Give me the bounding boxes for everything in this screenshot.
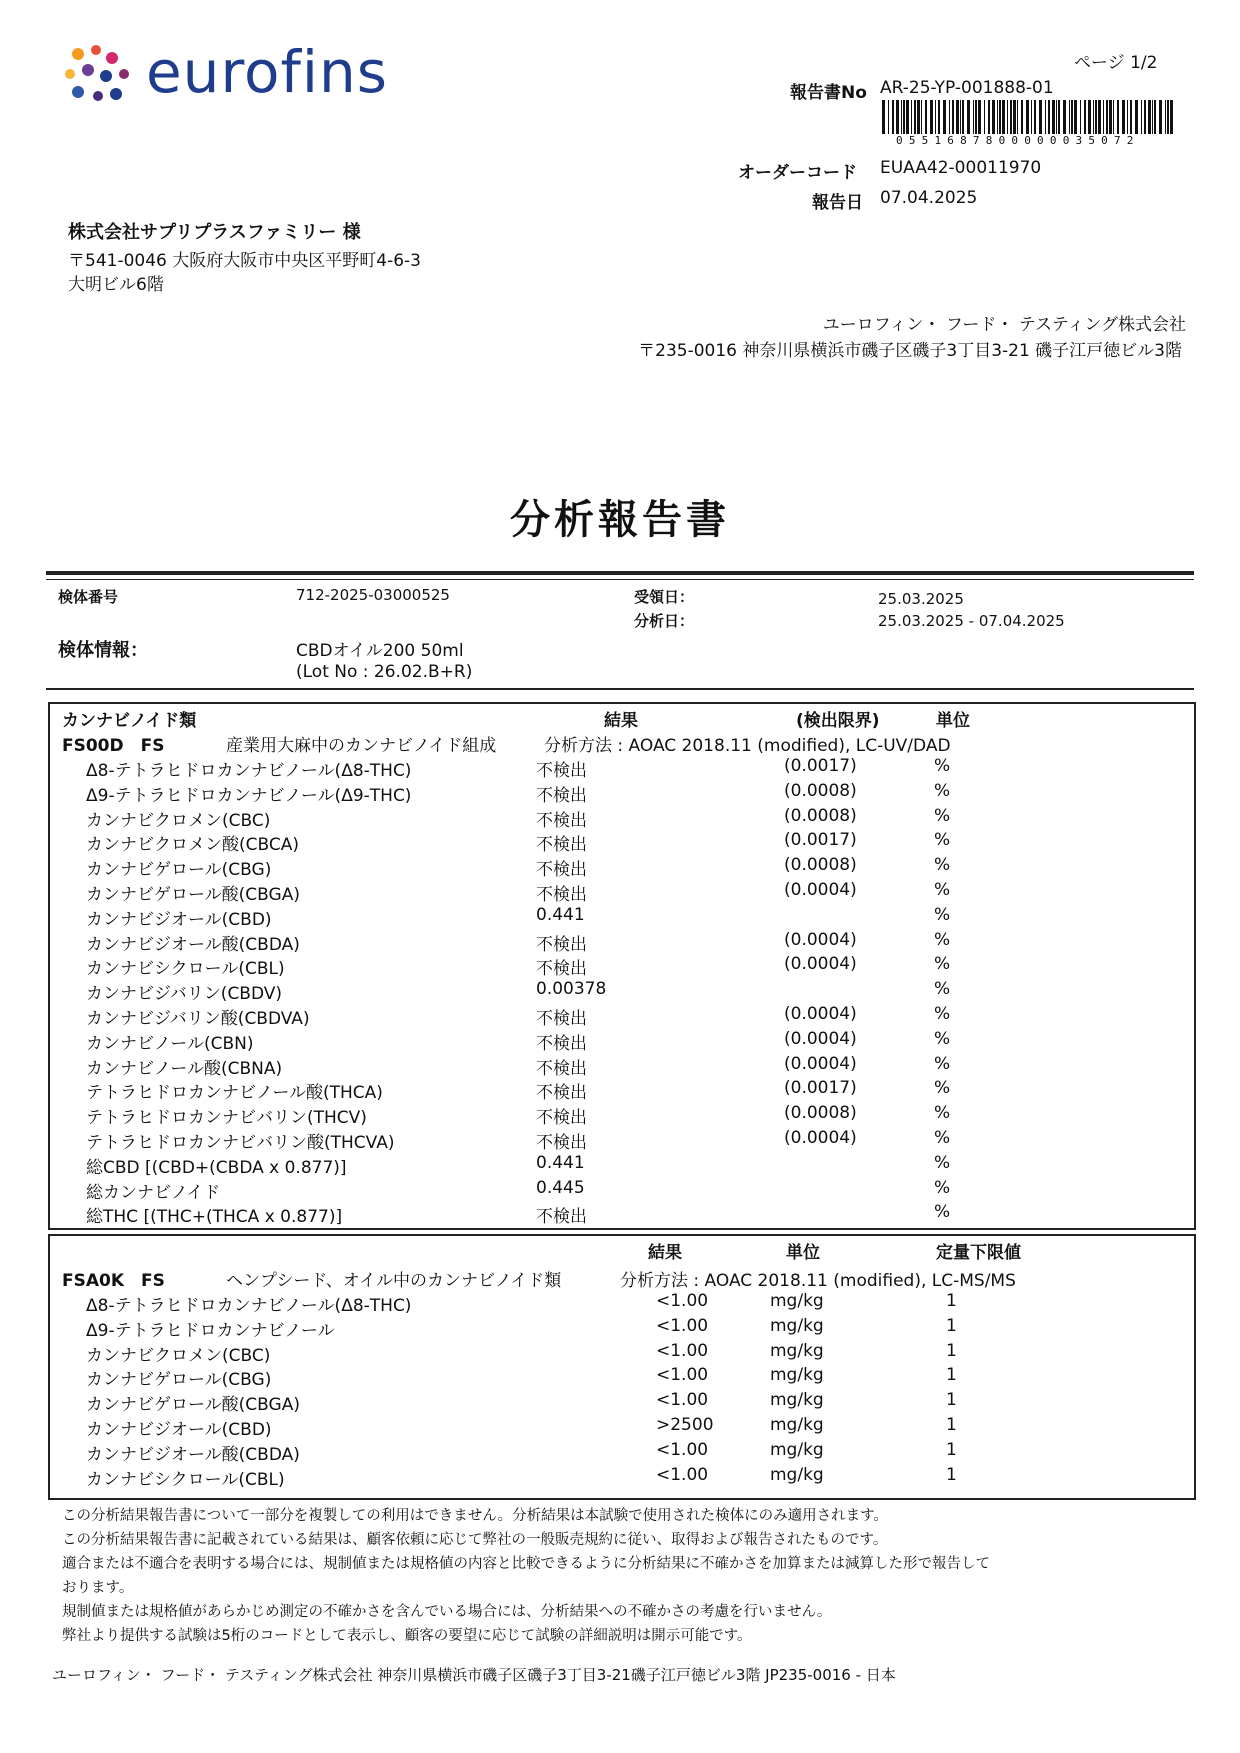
page-title: 分析報告書 (510, 497, 730, 543)
analyte-unit: % (934, 1028, 951, 1049)
analyte-unit: mg/kg (770, 1415, 824, 1435)
analyte-name: 総カンナビノイド (86, 1182, 221, 1203)
analyte-limit: (0.0004) (784, 1028, 857, 1049)
analyte-loq: 1 (946, 1365, 957, 1386)
barcode-bar (1048, 100, 1050, 134)
analyte-unit: % (934, 1202, 951, 1223)
barcode-bar (906, 100, 909, 134)
barcode-bar (1002, 100, 1005, 134)
analyte-name: Δ9-テトラヒドロカンナビノール (86, 1320, 335, 1341)
notes (62, 1504, 990, 1648)
report-date: 07.04.2025 (880, 188, 978, 208)
received-label: 受領日： (634, 588, 695, 606)
barcode-bar (975, 100, 977, 134)
table-row (50, 1465, 1194, 1490)
table-row (50, 855, 1194, 880)
barcode-bar (1152, 100, 1153, 134)
table1-header-limit: (検出限界) (796, 711, 880, 731)
analyte-name: カンナビゲロール(CBG) (86, 1370, 272, 1391)
analyte-unit: mg/kg (770, 1365, 824, 1386)
analyte-result: 不検出 (536, 1207, 587, 1228)
analyte-name: 総CBD [(CBD+(CBDA x 0.877)] (86, 1157, 347, 1178)
note-line: 弊社より提供する試験は5桁のコードとして表示し、顧客の要望に応じて試験の詳細説明は開示可能です。 (62, 1628, 752, 1644)
barcode-digits: 0551687800000035072 (896, 134, 1140, 147)
table-row (50, 1202, 1194, 1227)
barcode (882, 100, 1174, 134)
sample-info-1: CBDオイル200 50ml (296, 641, 464, 661)
table2-group: ヘンプシード、オイル中のカンナビノイド類 (226, 1271, 562, 1291)
barcode-bar (943, 100, 946, 134)
barcode-bar (973, 100, 974, 134)
barcode-bar (921, 100, 922, 134)
analysis-date: 25.03.2025 - 07.04.2025 (878, 612, 1065, 630)
report-date-label: 報告日 (812, 193, 863, 213)
barcode-bar (952, 100, 954, 134)
table2-header-unit: 単位 (786, 1243, 820, 1263)
barcode-bar (1093, 100, 1094, 134)
table-row (50, 756, 1194, 781)
analyte-unit: % (934, 780, 951, 801)
table1-header-result: 結果 (604, 711, 638, 731)
analyte-result: 0.441 (536, 904, 585, 925)
barcode-bar (1165, 100, 1166, 134)
analyte-name: テトラヒドロカンナビノール酸(THCA) (86, 1083, 383, 1104)
barcode-bar (992, 100, 995, 134)
analyte-unit: mg/kg (770, 1340, 824, 1361)
analyte-limit: (0.0017) (784, 756, 857, 776)
table1-header (50, 706, 1194, 731)
analyte-limit: (0.0008) (784, 855, 857, 876)
table-row (50, 1178, 1194, 1203)
barcode-bar (1170, 100, 1173, 134)
barcode-bar (917, 100, 920, 134)
analyte-name: テトラヒドロカンナビバリン(THCV) (86, 1108, 367, 1129)
analyte-unit: % (934, 904, 951, 925)
barcode-bar (962, 100, 964, 134)
table2-header-loq: 定量下限値 (936, 1243, 1021, 1263)
barcode-bar (1127, 100, 1128, 134)
analyte-result: <1.00 (656, 1291, 709, 1311)
analyte-loq: 1 (946, 1340, 957, 1361)
barcode-bar (1144, 100, 1146, 134)
issuer-name: ユーロフィン・ フード・ テスティング株式会社 (822, 315, 1186, 335)
barcode-bar (888, 100, 889, 134)
analyte-name: Δ8-テトラヒドロカンナビノール(Δ8-THC) (86, 1296, 412, 1316)
barcode-bar (999, 100, 1001, 134)
table2-header (50, 1238, 1194, 1263)
note-line: 規制値または規格値があらかじめ測定の不確かさを含んでいる場合には、分析結果への不確かさの考慮を行いません。 (62, 1604, 832, 1620)
analyte-limit: (0.0004) (784, 880, 857, 900)
barcode-bar (1106, 100, 1108, 134)
analyte-limit: (0.0008) (784, 805, 857, 826)
analyte-unit: % (934, 855, 951, 876)
analyte-unit: % (934, 1053, 951, 1074)
note-line: この分析結果報告書について一部分を複製しての利用はできません。分析結果は本試験で使用された検体にのみ適用されます。 (62, 1508, 888, 1524)
table-row (50, 1103, 1194, 1128)
analyte-name: カンナビジオール酸(CBDA) (86, 1444, 300, 1465)
barcode-bar (1017, 100, 1018, 134)
eurofins-dots-icon (62, 44, 142, 114)
barcode-bar (1045, 100, 1046, 134)
analyte-result: 0.445 (536, 1177, 585, 1198)
barcode-bar (1052, 100, 1055, 134)
barcode-bar (1026, 100, 1029, 134)
analyte-result: 不検出 (536, 810, 587, 831)
analyte-name: Δ8-テトラヒドロカンナビノール(Δ8-THC) (86, 761, 412, 781)
barcode-bar (1034, 100, 1036, 134)
barcode-bar (903, 100, 905, 134)
analyte-name: カンナビクロメン酸(CBCA) (86, 835, 299, 856)
analyte-name: カンナビノール(CBN) (86, 1033, 254, 1054)
analyte-unit: % (934, 880, 951, 900)
analyte-result: 不検出 (536, 1058, 587, 1079)
analyte-result: 不検出 (536, 959, 587, 980)
analyte-result: <1.00 (656, 1464, 709, 1485)
top-rule (46, 571, 1194, 575)
barcode-bar (1088, 100, 1091, 134)
table2-header-result: 結果 (648, 1243, 682, 1263)
analyte-name: カンナビクロメン(CBC) (86, 1345, 271, 1366)
eurofins-logo (62, 38, 422, 114)
barcode-bar (938, 100, 940, 134)
sample-info-2: (Lot No : 26.02.B+R) (296, 662, 473, 682)
analyte-name: カンナビシクロール(CBL) (86, 959, 285, 980)
table-row (50, 830, 1194, 855)
analyte-limit: (0.0008) (784, 1103, 857, 1124)
barcode-bar (1021, 100, 1023, 134)
barcode-bar (1122, 100, 1125, 134)
analyte-loq: 1 (946, 1415, 957, 1435)
analyte-unit: mg/kg (770, 1315, 824, 1336)
analyte-loq: 1 (946, 1439, 957, 1460)
table-row (50, 880, 1194, 905)
analyte-result: 不検出 (536, 785, 587, 806)
analysis-label: 分析日： (634, 612, 695, 630)
barcode-bar (1039, 100, 1042, 134)
analyte-name: カンナビジオール酸(CBDA) (86, 934, 300, 955)
table-row (50, 1029, 1194, 1054)
barcode-bar (1007, 100, 1008, 134)
barcode-bar (1167, 100, 1169, 134)
analyte-unit: % (934, 805, 951, 826)
analyte-limit: (0.0004) (784, 929, 857, 950)
table-row (50, 1004, 1194, 1029)
barcode-bar (988, 100, 990, 134)
barcode-bar (1031, 100, 1032, 134)
analyte-unit: % (934, 929, 951, 950)
analyte-result: <1.00 (656, 1390, 709, 1411)
analyte-result: 不検出 (536, 934, 587, 955)
barcode-bar (911, 100, 912, 134)
cannabinoid-table-2 (48, 1234, 1196, 1500)
analyte-result: >2500 (656, 1415, 714, 1435)
analyte-name: カンナビゲロール酸(CBGA) (86, 1395, 300, 1416)
analyte-name: カンナビジオール(CBD) (86, 909, 272, 930)
analyte-result: 不検出 (536, 1083, 587, 1104)
sample-info-rule (46, 688, 1194, 690)
analyte-unit: % (934, 954, 951, 975)
analyte-result: <1.00 (656, 1365, 709, 1386)
barcode-bar (1154, 100, 1156, 134)
barcode-bar (1130, 100, 1132, 134)
barcode-bar (1141, 100, 1142, 134)
barcode-bar (901, 100, 902, 134)
analyte-result: 不検出 (536, 1133, 587, 1153)
analyte-name: カンナビノール酸(CBNA) (86, 1058, 283, 1079)
analyte-unit: % (934, 979, 951, 1000)
analyte-result: 不検出 (536, 1033, 587, 1054)
table-row (50, 781, 1194, 806)
analyte-limit: (0.0008) (784, 780, 857, 801)
analyte-unit: % (934, 1078, 951, 1099)
analyte-result: <1.00 (656, 1315, 709, 1336)
analyte-unit: mg/kg (770, 1390, 824, 1411)
note-line: おります。 (62, 1580, 134, 1596)
table-row (50, 806, 1194, 831)
footer: ユーロフィン・ フード・ テスティング株式会社 神奈川県横浜市磯子区磯子3丁目3-21磯子江戸徳ビル3階 JP235-0016 - 日本 (52, 1666, 896, 1684)
analyte-unit: % (934, 1004, 951, 1024)
barcode-bar (1063, 100, 1066, 134)
logo-wordmark: eurofins (146, 38, 389, 106)
analyte-name: カンナビゲロール(CBG) (86, 860, 272, 881)
analyte-result: 不検出 (536, 761, 587, 781)
barcode-bar (896, 100, 899, 134)
analyte-loq: 1 (946, 1291, 957, 1311)
analyte-loq: 1 (946, 1315, 957, 1336)
analyte-unit: % (934, 1128, 951, 1148)
barcode-bar (882, 100, 885, 134)
order-code: EUAA42-00011970 (880, 158, 1042, 178)
analyte-name: Δ9-テトラヒドロカンナビノール(Δ9-THC) (86, 785, 412, 806)
analyte-unit: % (934, 830, 951, 851)
barcode-bar (1080, 100, 1081, 134)
analyte-name: カンナビジバリン酸(CBDVA) (86, 1009, 310, 1029)
barcode-bar (1069, 100, 1070, 134)
analyte-name: カンナビジバリン(CBDV) (86, 984, 283, 1005)
analyte-limit: (0.0017) (784, 1078, 857, 1099)
table-row (50, 1365, 1194, 1390)
analyte-limit: (0.0004) (784, 954, 857, 975)
barcode-bar (1098, 100, 1101, 134)
table-row (50, 979, 1194, 1004)
analyte-result: 不検出 (536, 885, 587, 905)
barcode-bar (949, 100, 950, 134)
barcode-bar (978, 100, 981, 134)
sample-info-label: 検体情報： (58, 640, 148, 661)
top-rule-thin (46, 579, 1194, 580)
analyte-unit: % (934, 1152, 951, 1173)
barcode-bar (892, 100, 894, 134)
barcode-bar (1071, 100, 1073, 134)
barcode-bar (967, 100, 970, 134)
barcode-bar (960, 100, 961, 134)
barcode-bar (914, 100, 916, 134)
table2-method: 分析方法 : AOAC 2018.11 (modified), LC-MS/MS (620, 1271, 1016, 1291)
table-row (50, 1153, 1194, 1178)
page-number: ページ 1/2 (1074, 53, 1158, 73)
analyte-unit: mg/kg (770, 1291, 824, 1311)
analyte-result: 不検出 (536, 835, 587, 856)
table2-code: FSA0K FS (62, 1271, 165, 1291)
table-row (50, 1415, 1194, 1440)
table1-header-name: カンナビノイド類 (62, 711, 197, 731)
analyte-unit: % (934, 1103, 951, 1124)
cannabinoid-table-1 (48, 702, 1196, 1230)
table1-code: FS00D FS (62, 736, 165, 756)
issuer-address: 〒235-0016 神奈川県横浜市磯子区磯子3丁目3-21 磯子江戸徳ビル3階 (638, 341, 1182, 361)
barcode-bar (930, 100, 933, 134)
barcode-image (882, 100, 1174, 134)
analyte-result: <1.00 (656, 1439, 709, 1460)
analyte-name: カンナビゲロール酸(CBGA) (86, 885, 300, 905)
analyte-unit: % (934, 1177, 951, 1198)
table1-method-row (50, 731, 1194, 756)
analyte-limit: (0.0017) (784, 830, 857, 851)
table1-group: 産業用大麻中のカンナビノイド組成 (226, 736, 497, 756)
barcode-bar (1013, 100, 1016, 134)
analyte-result: 0.441 (536, 1152, 585, 1173)
table-row (50, 1316, 1194, 1341)
table1-header-unit: 単位 (936, 711, 970, 731)
table-row (50, 1054, 1194, 1079)
analyte-result: <1.00 (656, 1340, 709, 1361)
barcode-bar (1113, 100, 1114, 134)
table-row (50, 1440, 1194, 1465)
analyte-name: 総THC [(THC+(THCA x 0.877)] (86, 1207, 343, 1228)
barcode-bar (1117, 100, 1119, 134)
client-name: 株式会社サプリプラスファミリー 様 (68, 222, 361, 243)
analyte-name: カンナビシクロール(CBL) (86, 1469, 285, 1490)
client-address-1: 〒541-0046 大阪府大阪市中央区平野町4-6-3 (68, 251, 421, 271)
analyte-limit: (0.0004) (784, 1004, 857, 1024)
table1-method: 分析方法 : AOAC 2018.11 (modified), LC-UV/DAD (544, 736, 951, 756)
table-row (50, 1341, 1194, 1366)
table-row (50, 930, 1194, 955)
table-row (50, 1390, 1194, 1415)
barcode-bar (1109, 100, 1112, 134)
barcode-bar (1058, 100, 1060, 134)
table-row (50, 1078, 1194, 1103)
analyte-result: 不検出 (536, 1009, 587, 1029)
client-address-2: 大明ビル6階 (68, 275, 164, 295)
table2-method-row (50, 1266, 1194, 1291)
table-row (50, 1291, 1194, 1316)
barcode-bar (925, 100, 927, 134)
analyte-limit: (0.0004) (784, 1053, 857, 1074)
analyte-result: 不検出 (536, 860, 587, 881)
table-row (50, 905, 1194, 930)
barcode-bar (984, 100, 985, 134)
barcode-bar (1159, 100, 1162, 134)
barcode-bar (1103, 100, 1104, 134)
barcode-bar (1135, 100, 1138, 134)
analyte-name: カンナビクロメン(CBC) (86, 810, 271, 831)
note-line: この分析結果報告書に記載されている結果は、顧客依頼に応じて弊社の一般販売規約に従い、取得および報告されたものです。 (62, 1532, 888, 1548)
analyte-unit: mg/kg (770, 1439, 824, 1460)
analyte-result: 0.00378 (536, 979, 607, 1000)
analyte-loq: 1 (946, 1390, 957, 1411)
analyte-limit: (0.0004) (784, 1128, 857, 1148)
sample-id: 712-2025-03000525 (296, 586, 450, 604)
analyte-name: カンナビジオール(CBD) (86, 1420, 272, 1440)
sample-id-label: 検体番号 (58, 588, 119, 606)
barcode-bar (1148, 100, 1151, 134)
order-code-label: オーダーコード (738, 163, 857, 183)
received-date: 25.03.2025 (878, 590, 964, 608)
barcode-bar (956, 100, 959, 134)
barcode-bar (1056, 100, 1057, 134)
barcode-bar (935, 100, 936, 134)
analyte-unit: % (934, 756, 951, 776)
note-line: 適合または不適合を表明する場合には、規制値または規格値の内容と比較できるように分析結果に不確かさを加算または減算した形で報告して (62, 1556, 990, 1572)
table-row (50, 1128, 1194, 1153)
table-row (50, 954, 1194, 979)
barcode-bar (1074, 100, 1077, 134)
report-no: AR-25-YP-001888-01 (880, 78, 1054, 98)
report-no-label: 報告書No (790, 83, 867, 103)
analyte-result: 不検出 (536, 1108, 587, 1129)
analyte-loq: 1 (946, 1464, 957, 1485)
barcode-bar (1084, 100, 1086, 134)
analyte-name: テトラヒドロカンナビバリン酸(THCVA) (86, 1133, 395, 1153)
analyte-unit: mg/kg (770, 1464, 824, 1485)
barcode-bar (997, 100, 998, 134)
barcode-bar (1010, 100, 1012, 134)
barcode-bar (1095, 100, 1097, 134)
